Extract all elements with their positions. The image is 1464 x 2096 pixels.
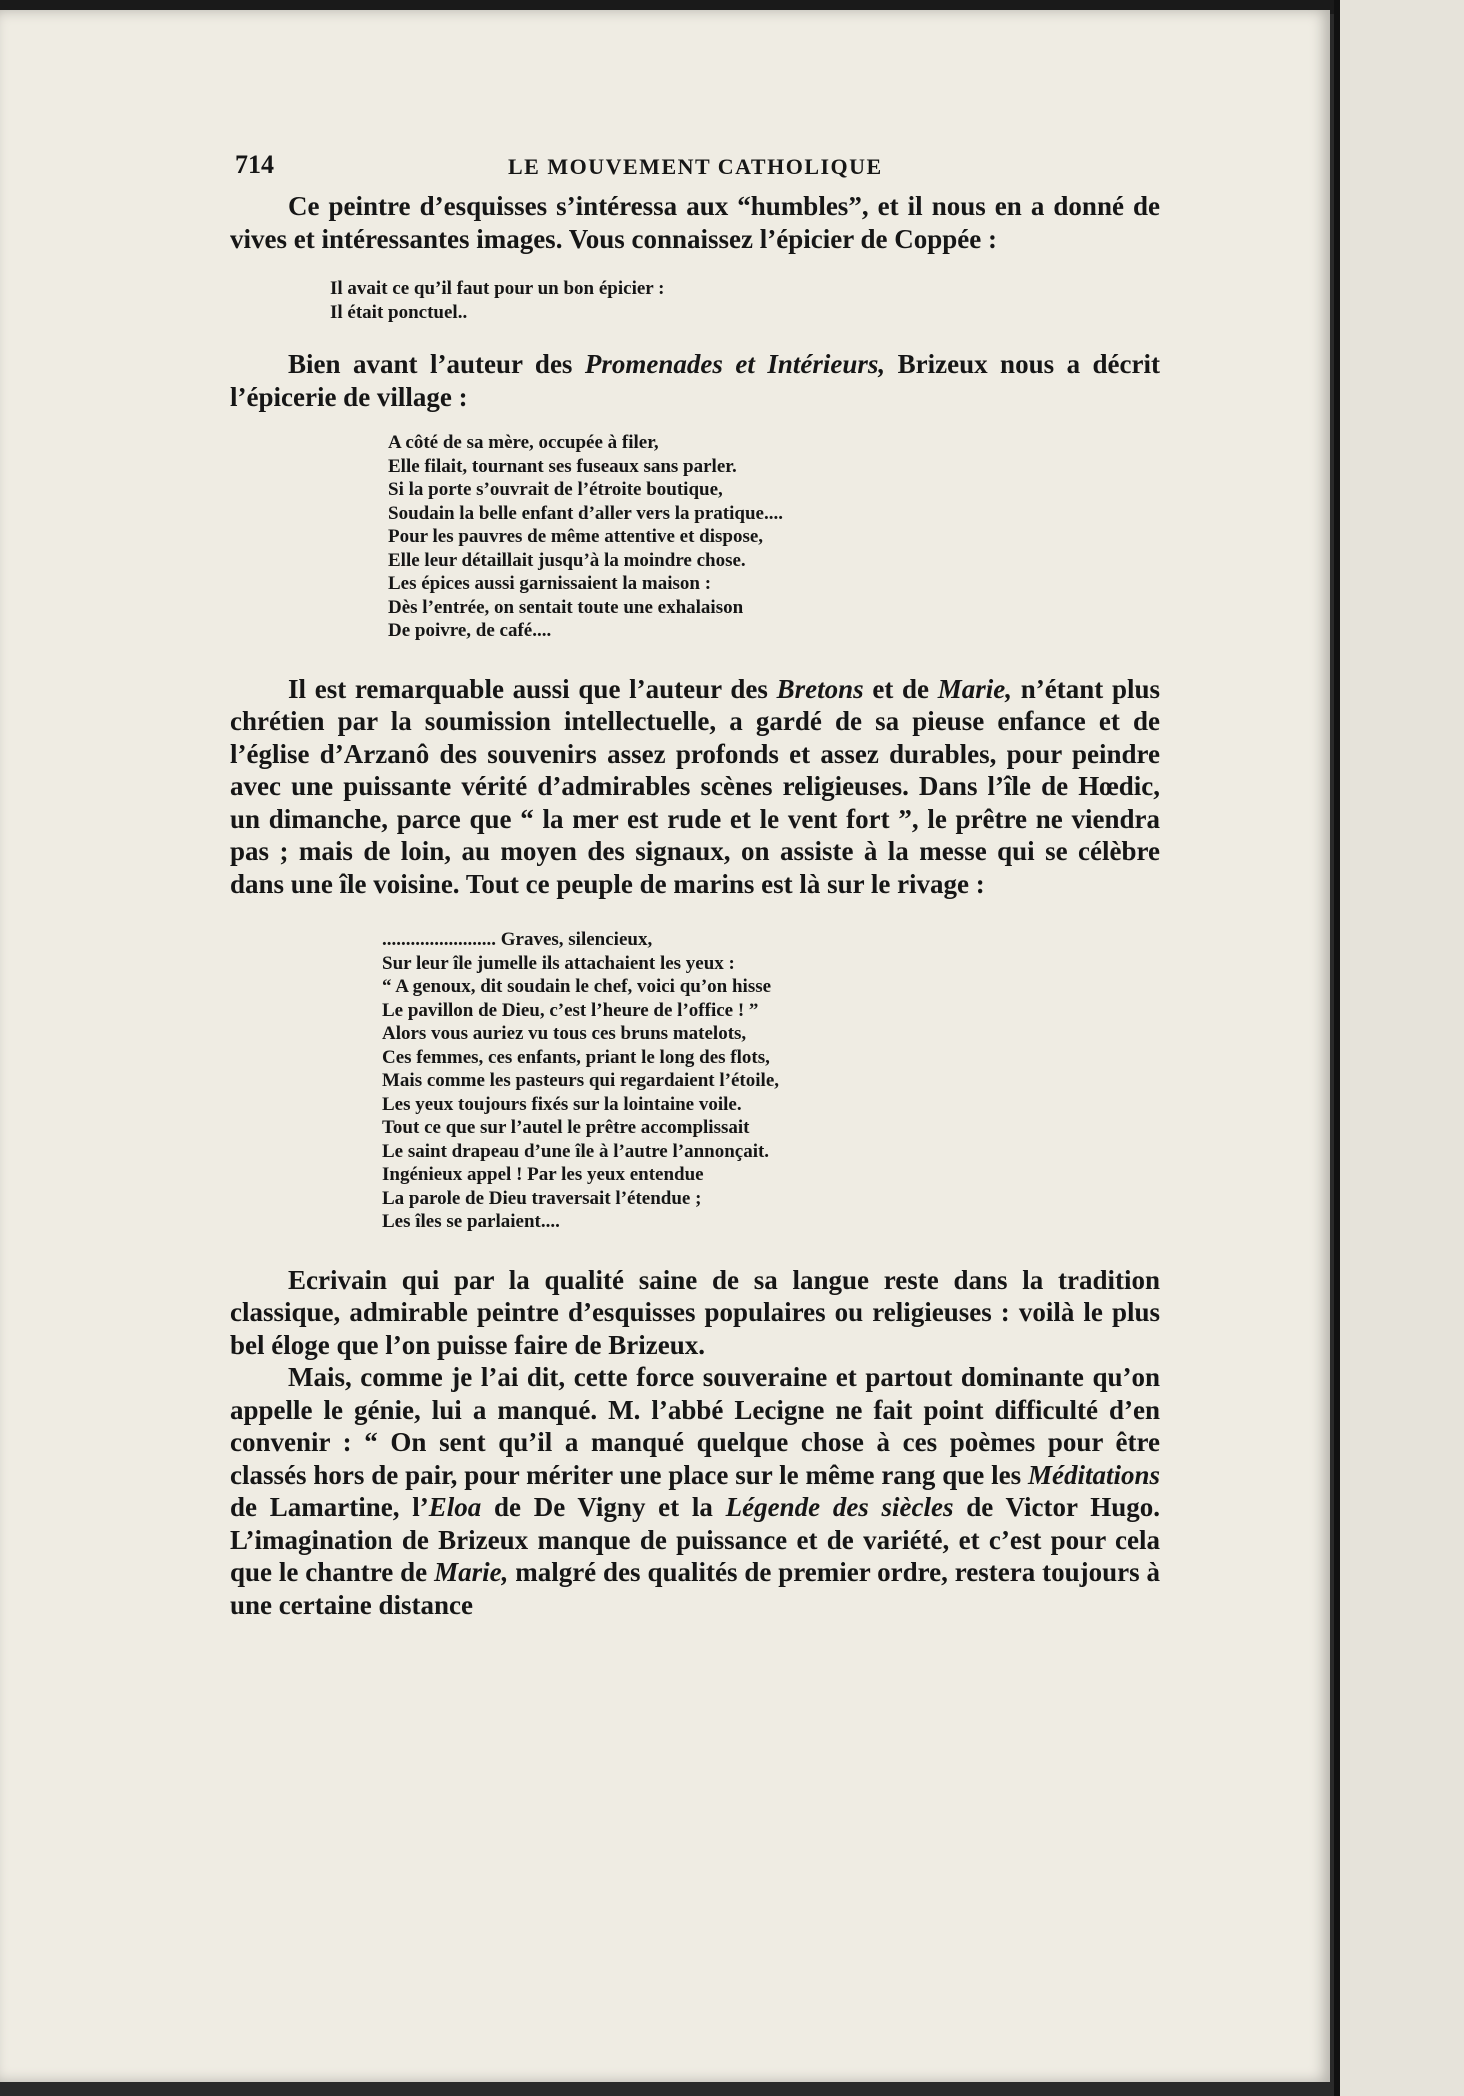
paragraph-5-text: de Lamartine, l’: [230, 1492, 429, 1522]
paragraph-4: Ecrivain qui par la qualité saine de sa langue reste dans la tradition classique, admirable peintre d’esquisses populaires ou religieuses : voilà le plus bel éloge que l’on puisse faire de Brizeux.: [230, 1264, 1160, 1360]
paragraph-5-text: malgré des qualités de premier ordre, restera toujours à une certaine distance: [230, 1557, 1160, 1620]
paragraph-3: [230, 673, 1160, 901]
verse-line: Si la porte s’ouvrait de l’étroite boutique,: [388, 479, 723, 500]
book-page: [0, 10, 1330, 2082]
work-title-marie: Marie,: [434, 1557, 509, 1587]
verse-line: A côté de sa mère, occupée à filer,: [388, 432, 659, 453]
verse-quote-coppee: [330, 277, 1160, 324]
verse-line: Le saint drapeau d’une île à l’autre l’annonçait.: [382, 1140, 770, 1162]
verse-line: Ces femmes, ces enfants, priant le long des flots,: [382, 1046, 770, 1068]
verse-line: Soudain la belle enfant d’aller vers la pratique....: [388, 502, 783, 524]
verse-line: Il avait ce qu’il faut pour un bon épicier :: [330, 278, 665, 299]
page-text-block: [230, 150, 1160, 1621]
verse-line: Les yeux toujours fixés sur la lointaine voile.: [382, 1093, 742, 1115]
verse-line: Dès l’entrée, on sentait toute une exhalaison: [388, 596, 744, 618]
work-title-meditations: Méditations: [1027, 1459, 1160, 1490]
work-title-legende: Légende des siècles: [725, 1492, 954, 1522]
verse-line: Le pavillon de Dieu, c’est l’heure de l’office ! ”: [382, 999, 759, 1021]
paragraph-5-text: Mais, comme je l’ai dit, cette force souveraine et partout dominante qu’on appelle le génie, lui a manqué. M. l’abbé Lecigne ne fait point difficulté d’en convenir : “ On sent qu’il a manqué quelque chose à ces poèmes pour être classés hors de pair, pour mériter une place sur le même rang que les: [230, 1362, 1160, 1490]
verse-line: ........................ Graves, silencieux,: [382, 929, 653, 950]
verse-line: La parole de Dieu traversait l’étendue ;: [382, 1187, 702, 1209]
verse-line: Mais comme les pasteurs qui regardaient l’étoile,: [382, 1070, 779, 1091]
paragraph-3-text: n’étant plus chrétien par la soumission intellectuelle, a gardé de sa pieuse enfance et de l’église d’Arzanô des souvenirs assez profonds et assez durables, pour peindre avec une puissante vérité d’admirables scènes religieuses. Dans l’île de Hœdic, un dimanche, parce que “ la mer est rude et le vent fort ”, le prêtre ne viendra pas ; mais de loin, au moyen des signaux, on assiste à la messe qui se célèbre dans une île voisine. Tout ce peuple de marins est là sur le rivage :: [230, 673, 1160, 899]
verse-line: Sur leur île jumelle ils attachaient les yeux :: [382, 952, 735, 974]
verse-line: Tout ce que sur l’autel le prêtre accomplissait: [382, 1117, 750, 1138]
paragraph-5-text: de De Vigny et la: [481, 1492, 726, 1522]
paragraph-2: [230, 348, 1160, 413]
paragraph-3-text: Il est remarquable aussi que l’auteur des: [288, 673, 777, 704]
paragraph-3-text: et de: [863, 673, 938, 704]
verse-line: Elle filait, tournant ses fuseaux sans parler.: [388, 455, 737, 477]
verse-line: Pour les pauvres de même attentive et dispose,: [388, 526, 764, 547]
paragraph-1: Ce peintre d’esquisses s’intéressa aux “humbles”, et il nous en a donné de vives et intéressantes images. Vous connaissez l’épicier de Coppée :: [230, 191, 1160, 254]
paragraph-5-text: de Victor Hugo. L’imagination de Brizeux manque de puissance et de variété, et c’est pour cela que le chantre de: [230, 1492, 1160, 1587]
verse-line: Ingénieux appel ! Par les yeux entendue: [382, 1164, 704, 1185]
verse-line: Les épices aussi garnissaient la maison :: [388, 573, 712, 594]
paragraph-2-text: Brizeux nous a décrit l’épicerie de village :: [230, 349, 1161, 412]
work-title-bretons: Bretons: [776, 673, 864, 704]
verse-line: “ A genoux, dit soudain le chef, voici qu’on hisse: [382, 976, 772, 997]
paragraph-2-text: Bien avant l’auteur des: [288, 349, 585, 379]
verse-line: Alors vous auriez vu tous ces bruns matelots,: [382, 1023, 747, 1044]
work-title-eloa: Eloa: [428, 1492, 482, 1522]
running-head: [230, 150, 1160, 190]
page-number: 714: [235, 150, 274, 179]
verse-quote-messe: [382, 928, 1160, 1234]
verse-line: Il était ponctuel..: [330, 301, 468, 323]
verse-quote-epicerie: [388, 431, 1160, 643]
work-title-marie: Marie,: [937, 673, 1013, 704]
verse-line: Elle leur détaillait jusqu’à la moindre chose.: [388, 549, 746, 571]
verse-line: Les îles se parlaient....: [382, 1211, 560, 1232]
paragraph-5: [230, 1361, 1160, 1621]
verse-line: De poivre, de café....: [388, 620, 552, 641]
facing-page-edge: [1334, 0, 1464, 2096]
journal-title: LE MOUVEMENT CATHOLIQUE: [508, 154, 883, 179]
work-title-promenades: Promenades et Intérieurs,: [584, 349, 886, 379]
